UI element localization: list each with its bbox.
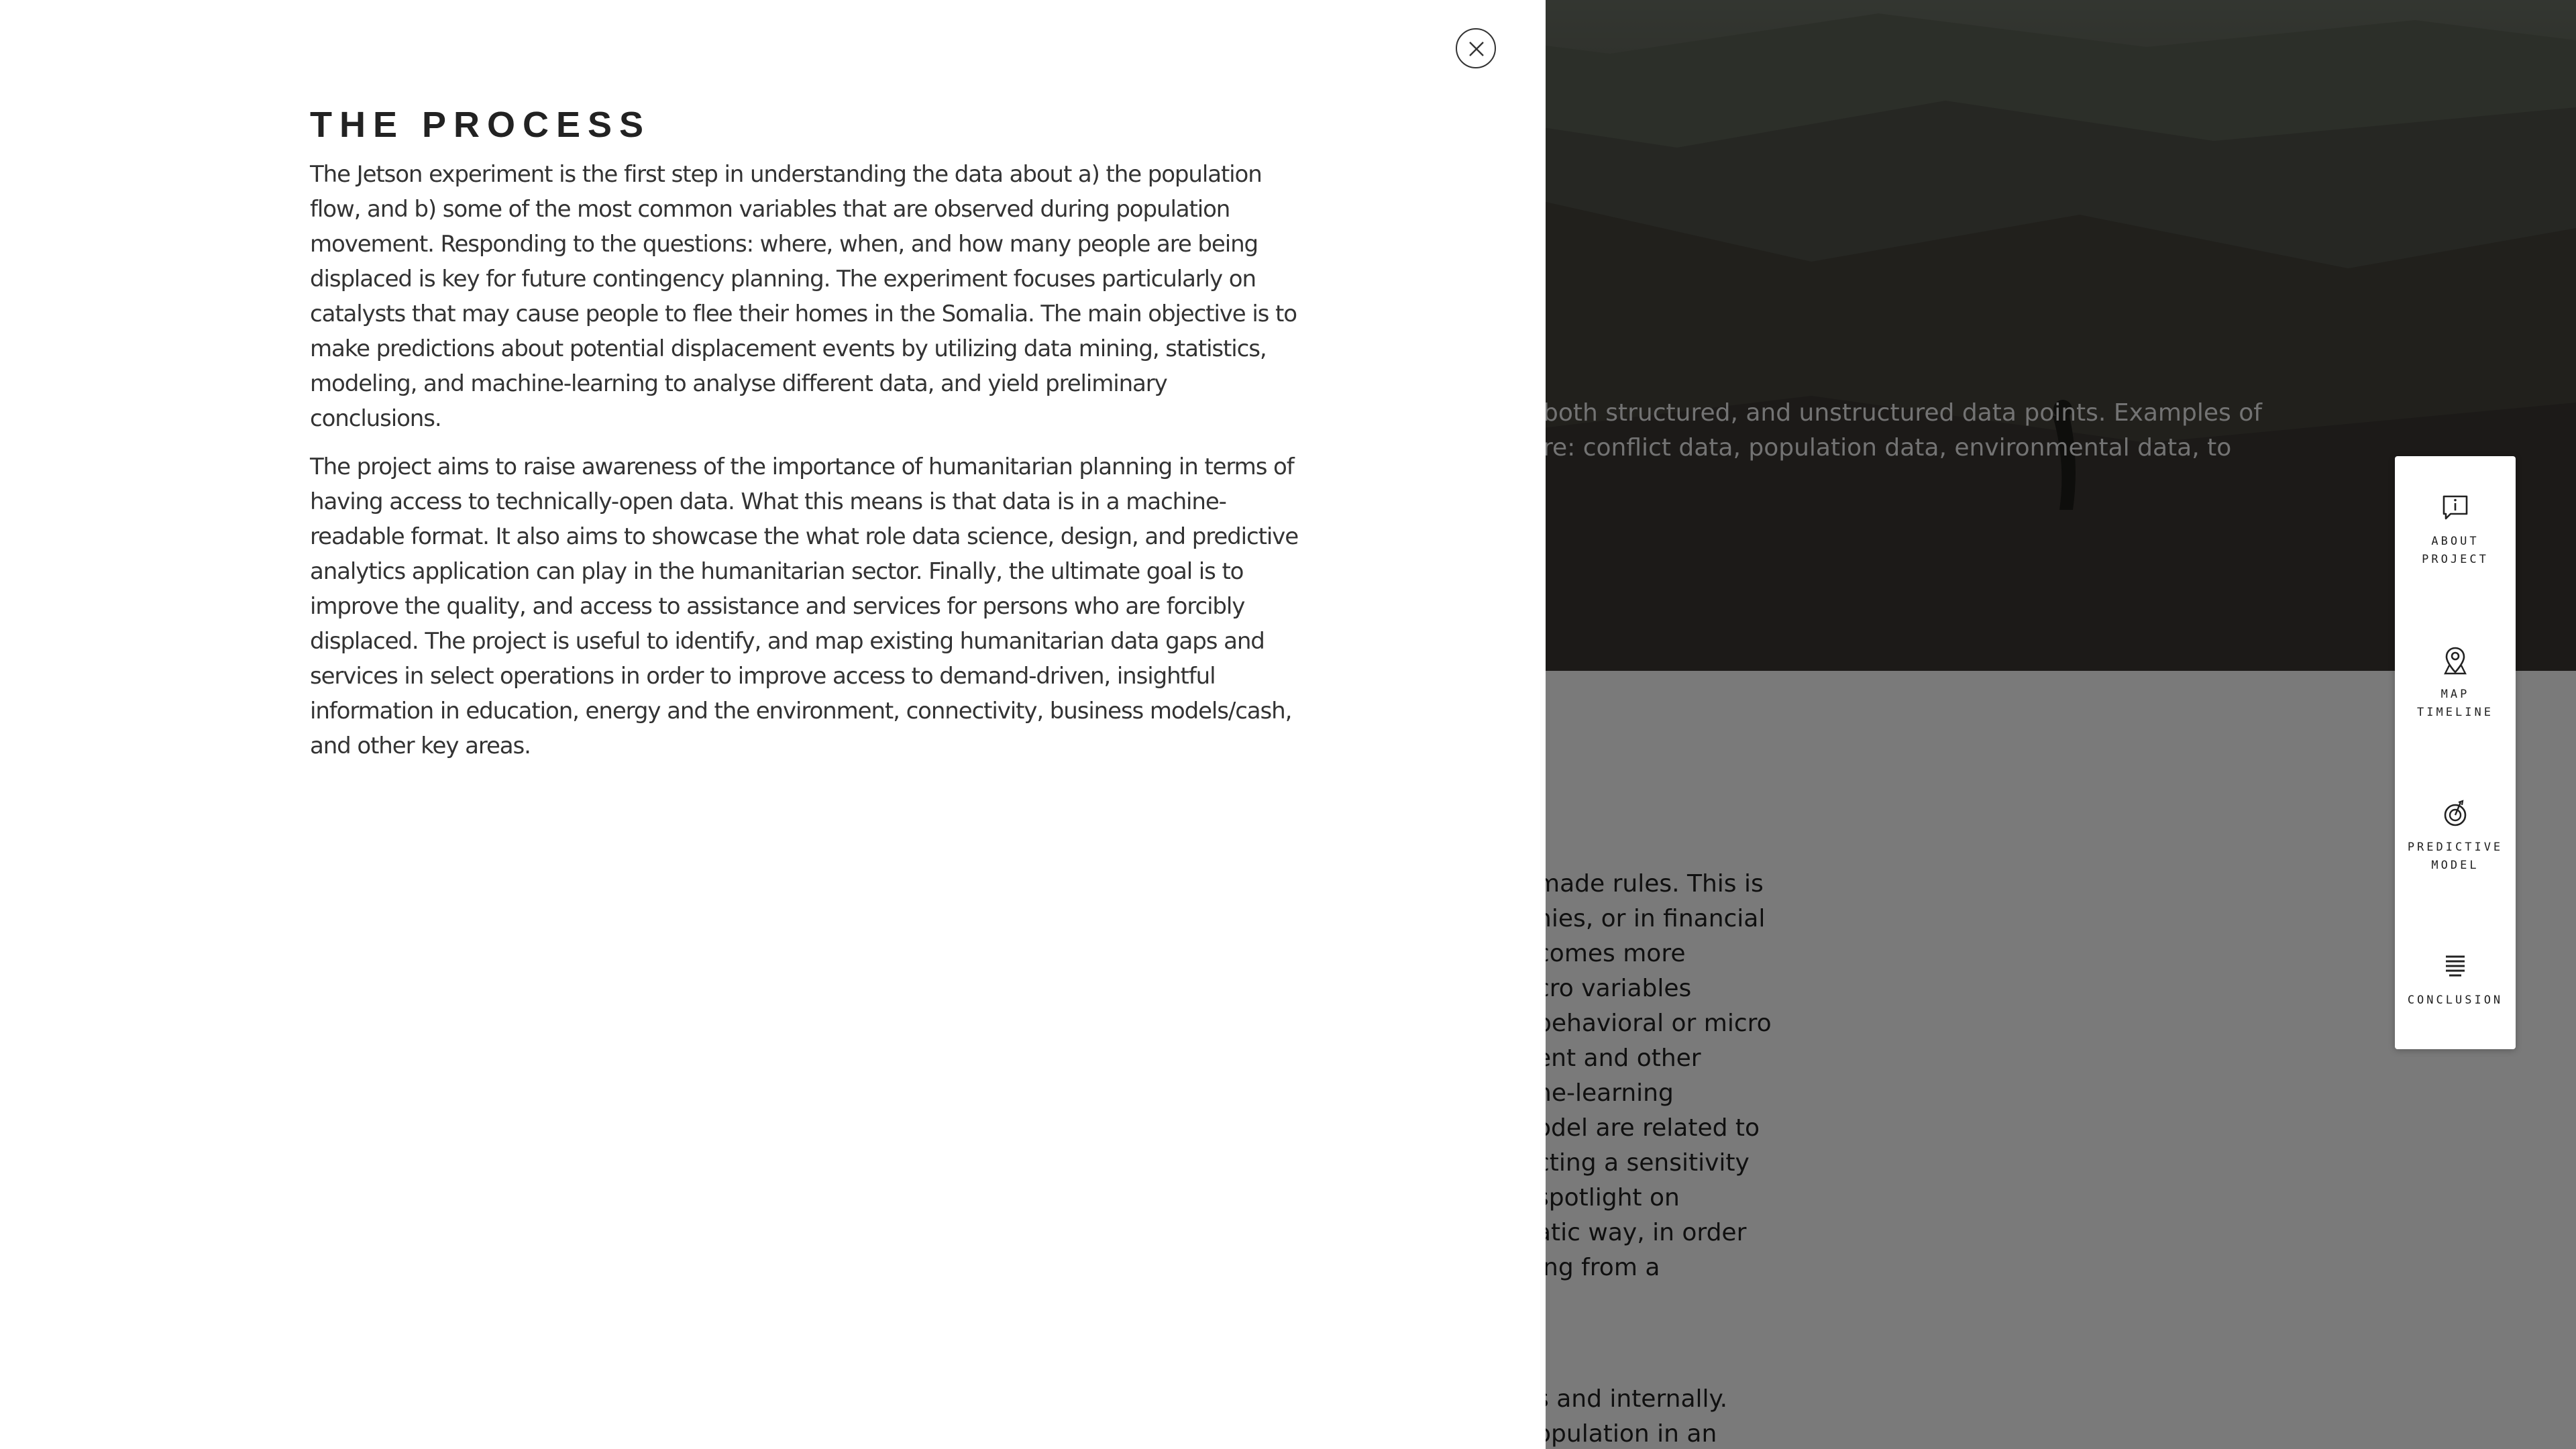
nav-label: CONCLUSION [2407, 994, 2504, 1007]
paragraph-line: analytics application can play in the humanitarian sector. Finally, the ultimate goal is to [310, 558, 1244, 585]
close-icon [1468, 41, 1485, 57]
paragraph-line: displaced. The project is useful to identify, and map existing humanitarian data gaps and [310, 628, 1265, 655]
nav-label: ABOUT PROJECT [2422, 535, 2489, 566]
paragraph-line: displaced is key for future contingency planning. The experiment focuses particularly on [310, 266, 1256, 292]
nav-item-map-timeline[interactable] [2395, 645, 2516, 780]
paragraph-line: and other key areas. [310, 733, 531, 759]
nav-item-about-project[interactable] [2395, 492, 2516, 627]
modal-title: THE PROCESS [310, 105, 651, 145]
paragraph-line: modeling, and machine-learning to analyse different data, and yield preliminary [310, 370, 1167, 397]
paragraph-line: readable format. It also aims to showcase the what role data science, design, and predictive [310, 523, 1299, 550]
paragraph-line: make predictions about potential displacement events by utilizing data mining, statistics, [310, 335, 1267, 362]
nav-item-predictive-model[interactable] [2395, 798, 2516, 932]
paragraph-line: having access to technically-open data. What this means is that data is in a machine- [310, 488, 1226, 515]
paragraph-line: catalysts that may cause people to flee their homes in the Somalia. The main objective is to [310, 301, 1297, 327]
target-icon [2440, 798, 2471, 829]
paragraph-line: services in select operations in order to improve access to demand-driven, insightful [310, 663, 1216, 690]
info-speech-icon [2440, 492, 2471, 523]
paragraph-line: information in education, energy and the environment, connectivity, business models/cash, [310, 698, 1292, 724]
text-lines-icon [2440, 951, 2471, 982]
paragraph-line: conclusions. [310, 405, 441, 432]
nav-item-conclusion[interactable] [2395, 951, 2516, 1085]
nav-label: MAP TIMELINE [2417, 688, 2493, 719]
nav-label: PREDICTIVE MODEL [2407, 841, 2504, 872]
side-navigation [2395, 456, 2516, 1049]
map-pin-icon [2440, 645, 2471, 676]
paragraph-line: flow, and b) some of the most common variables that are observed during population [310, 196, 1230, 223]
paragraph-line: The Jetson experiment is the first step in understanding the data about a) the population [310, 161, 1262, 188]
paragraph-line: The project aims to raise awareness of the importance of humanitarian planning in terms of [310, 453, 1294, 480]
paragraph-line: improve the quality, and access to assistance and services for persons who are forcibly [310, 593, 1245, 620]
close-button[interactable] [1456, 28, 1496, 68]
paragraph-line: movement. Responding to the questions: where, when, and how many people are being [310, 231, 1258, 258]
